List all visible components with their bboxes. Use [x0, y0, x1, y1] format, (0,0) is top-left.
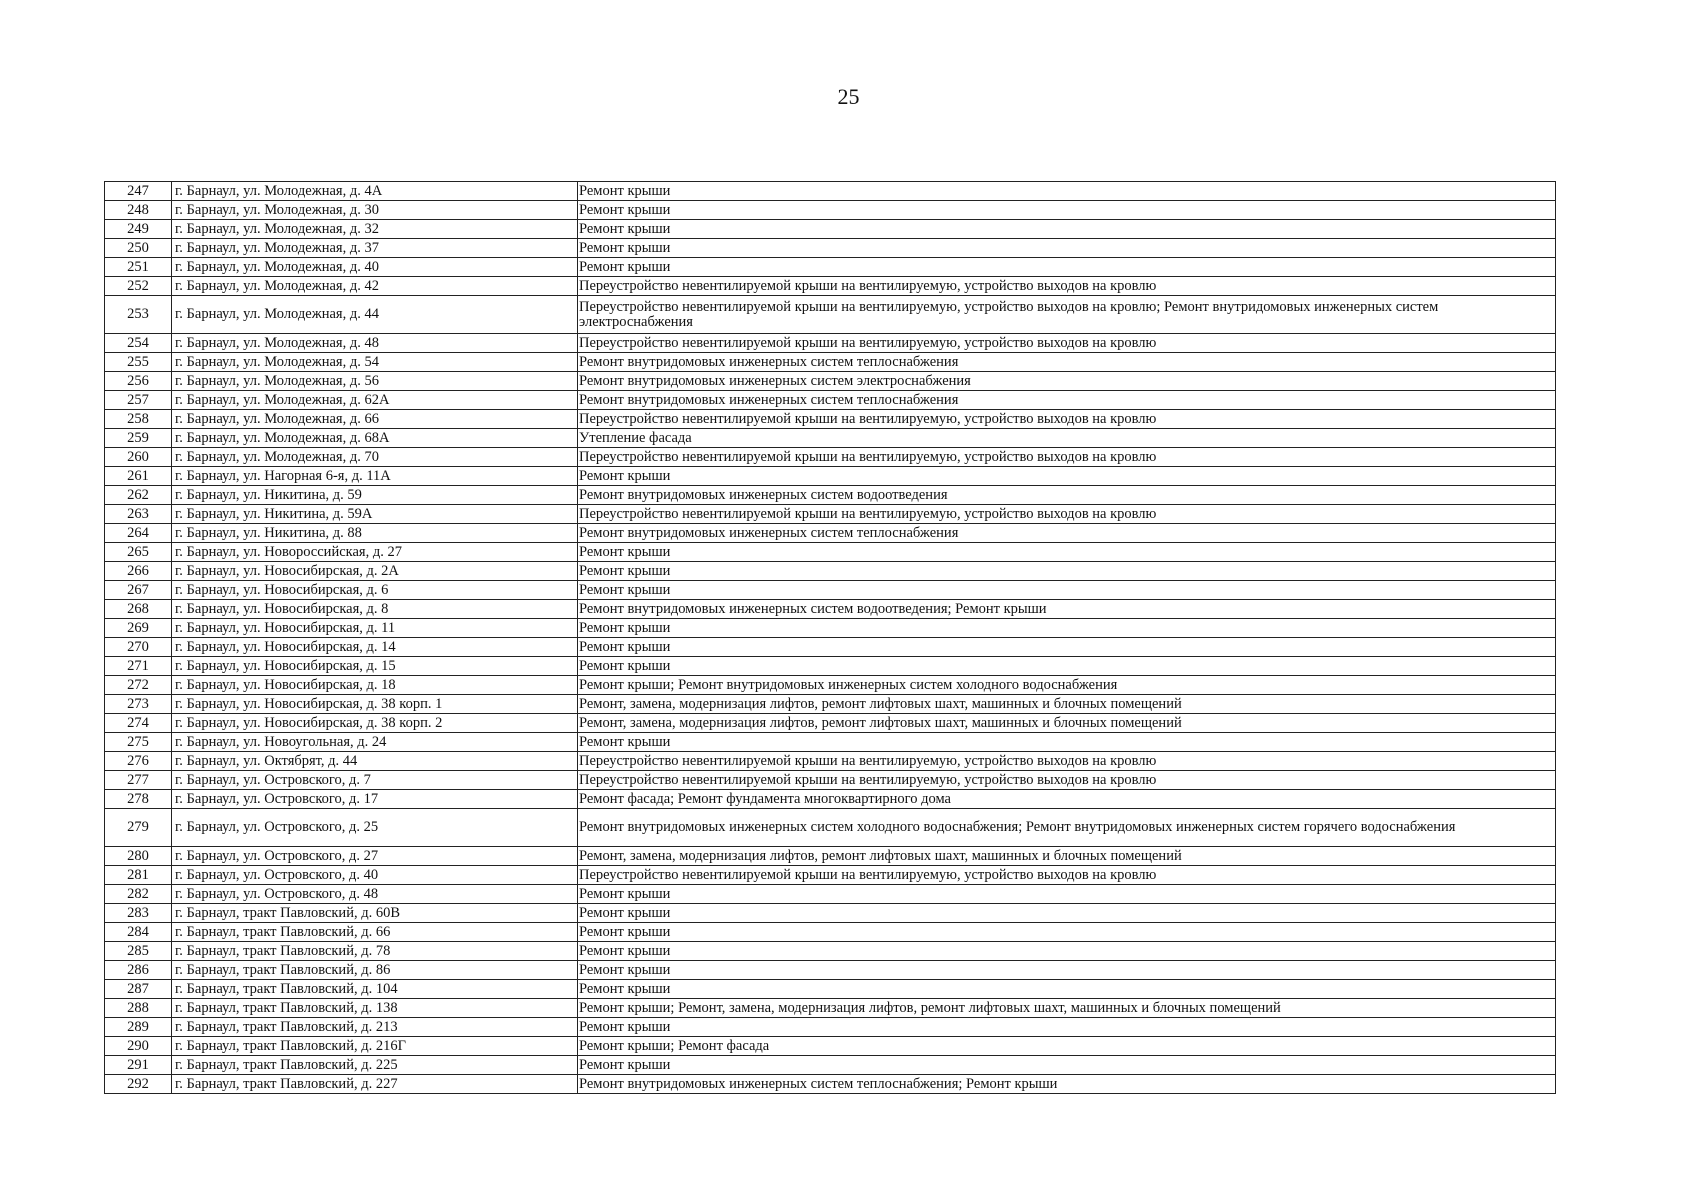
- work-type-cell: Ремонт внутридомовых инженерных систем теплоснабжения: [578, 524, 1556, 543]
- row-number: 265: [105, 543, 172, 562]
- table-row: [105, 600, 1556, 619]
- table-row: [105, 866, 1556, 885]
- table-row: [105, 1018, 1556, 1037]
- table-row: [105, 391, 1556, 410]
- address-cell: г. Барнаул, ул. Молодежная, д. 32: [172, 220, 578, 239]
- row-number: 281: [105, 866, 172, 885]
- work-type-cell: Ремонт внутридомовых инженерных систем теплоснабжения: [578, 353, 1556, 372]
- work-type-cell: Ремонт внутридомовых инженерных систем водоотведения: [578, 486, 1556, 505]
- table-row: [105, 904, 1556, 923]
- table-row: [105, 182, 1556, 201]
- table-row: [105, 429, 1556, 448]
- row-number: 264: [105, 524, 172, 543]
- work-type-cell: Ремонт крыши; Ремонт фасада: [578, 1037, 1556, 1056]
- repair-table-body: [105, 182, 1556, 1094]
- address-cell: г. Барнаул, ул. Новосибирская, д. 38 корп. 2: [172, 714, 578, 733]
- row-number: 292: [105, 1075, 172, 1094]
- row-number: 284: [105, 923, 172, 942]
- row-number: 277: [105, 771, 172, 790]
- work-type-cell: Переустройство невентилируемой крыши на вентилируемую, устройство выходов на кровлю: [578, 752, 1556, 771]
- row-number: 274: [105, 714, 172, 733]
- table-row: [105, 809, 1556, 847]
- table-row: [105, 1037, 1556, 1056]
- work-type-cell: Переустройство невентилируемой крыши на вентилируемую, устройство выходов на кровлю: [578, 505, 1556, 524]
- row-number: 287: [105, 980, 172, 999]
- row-number: 275: [105, 733, 172, 752]
- table-row: [105, 334, 1556, 353]
- table-row: [105, 581, 1556, 600]
- address-cell: г. Барнаул, ул. Молодежная, д. 42: [172, 277, 578, 296]
- table-row: [105, 942, 1556, 961]
- repair-table: [104, 181, 1556, 1094]
- address-cell: г. Барнаул, ул. Новосибирская, д. 15: [172, 657, 578, 676]
- work-type-cell: Ремонт крыши: [578, 220, 1556, 239]
- row-number: 269: [105, 619, 172, 638]
- address-cell: г. Барнаул, ул. Новосибирская, д. 11: [172, 619, 578, 638]
- address-cell: г. Барнаул, ул. Молодежная, д. 56: [172, 372, 578, 391]
- table-row: [105, 695, 1556, 714]
- row-number: 289: [105, 1018, 172, 1037]
- address-cell: г. Барнаул, тракт Павловский, д. 227: [172, 1075, 578, 1094]
- table-row: [105, 961, 1556, 980]
- table-row: [105, 239, 1556, 258]
- table-row: [105, 771, 1556, 790]
- work-type-cell: Ремонт крыши; Ремонт, замена, модернизация лифтов, ремонт лифтовых шахт, машинных и блочных помещений: [578, 999, 1556, 1018]
- address-cell: г. Барнаул, ул. Нагорная 6-я, д. 11А: [172, 467, 578, 486]
- row-number: 282: [105, 885, 172, 904]
- table-row: [105, 524, 1556, 543]
- table-row: [105, 1075, 1556, 1094]
- table-row: [105, 923, 1556, 942]
- table-row: [105, 543, 1556, 562]
- table-row: [105, 847, 1556, 866]
- work-type-cell: Ремонт крыши: [578, 562, 1556, 581]
- row-number: 270: [105, 638, 172, 657]
- work-type-cell: Переустройство невентилируемой крыши на вентилируемую, устройство выходов на кровлю: [578, 334, 1556, 353]
- address-cell: г. Барнаул, тракт Павловский, д. 66: [172, 923, 578, 942]
- address-cell: г. Барнаул, ул. Молодежная, д. 37: [172, 239, 578, 258]
- address-cell: г. Барнаул, ул. Новоугольная, д. 24: [172, 733, 578, 752]
- work-type-cell: Ремонт внутридомовых инженерных систем теплоснабжения; Ремонт крыши: [578, 1075, 1556, 1094]
- work-type-cell: Ремонт крыши: [578, 942, 1556, 961]
- address-cell: г. Барнаул, ул. Новосибирская, д. 18: [172, 676, 578, 695]
- address-cell: г. Барнаул, ул. Молодежная, д. 44: [172, 296, 578, 334]
- address-cell: г. Барнаул, ул. Новосибирская, д. 38 корп. 1: [172, 695, 578, 714]
- address-cell: г. Барнаул, ул. Островского, д. 48: [172, 885, 578, 904]
- work-type-cell: Ремонт крыши: [578, 904, 1556, 923]
- address-cell: г. Барнаул, ул. Новосибирская, д. 8: [172, 600, 578, 619]
- address-cell: г. Барнаул, тракт Павловский, д. 60В: [172, 904, 578, 923]
- address-cell: г. Барнаул, ул. Новосибирская, д. 14: [172, 638, 578, 657]
- row-number: 260: [105, 448, 172, 467]
- row-number: 267: [105, 581, 172, 600]
- table-row: [105, 1056, 1556, 1075]
- work-type-cell: Ремонт крыши: [578, 182, 1556, 201]
- table-row: [105, 676, 1556, 695]
- row-number: 254: [105, 334, 172, 353]
- address-cell: г. Барнаул, ул. Молодежная, д. 4А: [172, 182, 578, 201]
- row-number: 257: [105, 391, 172, 410]
- work-type-cell: Переустройство невентилируемой крыши на вентилируемую, устройство выходов на кровлю: [578, 866, 1556, 885]
- address-cell: г. Барнаул, ул. Никитина, д. 59: [172, 486, 578, 505]
- row-number: 256: [105, 372, 172, 391]
- table-row: [105, 885, 1556, 904]
- row-number: 288: [105, 999, 172, 1018]
- address-cell: г. Барнаул, ул. Никитина, д. 88: [172, 524, 578, 543]
- address-cell: г. Барнаул, ул. Молодежная, д. 30: [172, 201, 578, 220]
- address-cell: г. Барнаул, ул. Молодежная, д. 66: [172, 410, 578, 429]
- work-type-cell: Утепление фасада: [578, 429, 1556, 448]
- row-number: 271: [105, 657, 172, 676]
- work-type-cell: Переустройство невентилируемой крыши на вентилируемую, устройство выходов на кровлю: [578, 410, 1556, 429]
- work-type-cell: Ремонт крыши: [578, 961, 1556, 980]
- row-number: 268: [105, 600, 172, 619]
- row-number: 253: [105, 296, 172, 334]
- address-cell: г. Барнаул, ул. Молодежная, д. 40: [172, 258, 578, 277]
- address-cell: г. Барнаул, ул. Островского, д. 7: [172, 771, 578, 790]
- table-row: [105, 372, 1556, 391]
- table-row: [105, 353, 1556, 372]
- work-type-cell: Ремонт крыши: [578, 543, 1556, 562]
- table-row: [105, 505, 1556, 524]
- address-cell: г. Барнаул, тракт Павловский, д. 138: [172, 999, 578, 1018]
- work-type-cell: Ремонт, замена, модернизация лифтов, ремонт лифтовых шахт, машинных и блочных помещений: [578, 714, 1556, 733]
- address-cell: г. Барнаул, ул. Молодежная, д. 70: [172, 448, 578, 467]
- row-number: 252: [105, 277, 172, 296]
- row-number: 280: [105, 847, 172, 866]
- row-number: 266: [105, 562, 172, 581]
- table-row: [105, 467, 1556, 486]
- address-cell: г. Барнаул, ул. Молодежная, д. 68А: [172, 429, 578, 448]
- work-type-cell: Ремонт крыши: [578, 258, 1556, 277]
- work-type-cell: Ремонт внутридомовых инженерных систем теплоснабжения: [578, 391, 1556, 410]
- row-number: 272: [105, 676, 172, 695]
- table-row: [105, 619, 1556, 638]
- work-type-cell: Ремонт внутридомовых инженерных систем холодного водоснабжения; Ремонт внутридомовых инженерных систем горячего водоснабжения: [578, 809, 1556, 847]
- work-type-cell: Ремонт крыши; Ремонт внутридомовых инженерных систем холодного водоснабжения: [578, 676, 1556, 695]
- row-number: 286: [105, 961, 172, 980]
- row-number: 291: [105, 1056, 172, 1075]
- row-number: 251: [105, 258, 172, 277]
- work-type-cell: Ремонт внутридомовых инженерных систем электроснабжения: [578, 372, 1556, 391]
- work-type-cell: Ремонт, замена, модернизация лифтов, ремонт лифтовых шахт, машинных и блочных помещений: [578, 695, 1556, 714]
- row-number: 263: [105, 505, 172, 524]
- work-type-cell: Переустройство невентилируемой крыши на вентилируемую, устройство выходов на кровлю: [578, 277, 1556, 296]
- row-number: 285: [105, 942, 172, 961]
- address-cell: г. Барнаул, ул. Островского, д. 25: [172, 809, 578, 847]
- work-type-cell: Переустройство невентилируемой крыши на вентилируемую, устройство выходов на кровлю: [578, 771, 1556, 790]
- address-cell: г. Барнаул, ул. Новосибирская, д. 2А: [172, 562, 578, 581]
- address-cell: г. Барнаул, ул. Молодежная, д. 48: [172, 334, 578, 353]
- row-number: 249: [105, 220, 172, 239]
- address-cell: г. Барнаул, ул. Островского, д. 17: [172, 790, 578, 809]
- row-number: 290: [105, 1037, 172, 1056]
- table-row: [105, 752, 1556, 771]
- work-type-cell: Ремонт крыши: [578, 1056, 1556, 1075]
- table-row: [105, 999, 1556, 1018]
- address-cell: г. Барнаул, тракт Павловский, д. 104: [172, 980, 578, 999]
- row-number: 278: [105, 790, 172, 809]
- address-cell: г. Барнаул, ул. Новосибирская, д. 6: [172, 581, 578, 600]
- work-type-cell: Ремонт крыши: [578, 980, 1556, 999]
- row-number: 250: [105, 239, 172, 258]
- work-type-cell: Ремонт крыши: [578, 619, 1556, 638]
- address-cell: г. Барнаул, тракт Павловский, д. 86: [172, 961, 578, 980]
- work-type-cell: Переустройство невентилируемой крыши на вентилируемую, устройство выходов на кровлю; Ремонт внутридомовых инженерных систем электроснабжения: [578, 296, 1556, 334]
- row-number: 283: [105, 904, 172, 923]
- address-cell: г. Барнаул, ул. Никитина, д. 59А: [172, 505, 578, 524]
- row-number: 255: [105, 353, 172, 372]
- table-row: [105, 638, 1556, 657]
- work-type-cell: Ремонт крыши: [578, 733, 1556, 752]
- work-type-cell: Ремонт крыши: [578, 885, 1556, 904]
- table-row: [105, 733, 1556, 752]
- work-type-cell: Ремонт крыши: [578, 923, 1556, 942]
- work-type-cell: Ремонт крыши: [578, 1018, 1556, 1037]
- page-number: 25: [837, 84, 860, 109]
- table-row: [105, 410, 1556, 429]
- work-type-cell: Ремонт, замена, модернизация лифтов, ремонт лифтовых шахт, машинных и блочных помещений: [578, 847, 1556, 866]
- work-type-cell: Переустройство невентилируемой крыши на вентилируемую, устройство выходов на кровлю: [578, 448, 1556, 467]
- row-number: 276: [105, 752, 172, 771]
- table-row: [105, 296, 1556, 334]
- row-number: 273: [105, 695, 172, 714]
- row-number: 279: [105, 809, 172, 847]
- table-row: [105, 220, 1556, 239]
- table-row: [105, 562, 1556, 581]
- work-type-cell: Ремонт крыши: [578, 657, 1556, 676]
- work-type-cell: Ремонт внутридомовых инженерных систем водоотведения; Ремонт крыши: [578, 600, 1556, 619]
- table-row: [105, 980, 1556, 999]
- address-cell: г. Барнаул, тракт Павловский, д. 213: [172, 1018, 578, 1037]
- work-type-cell: Ремонт крыши: [578, 201, 1556, 220]
- table-row: [105, 714, 1556, 733]
- address-cell: г. Барнаул, тракт Павловский, д. 216Г: [172, 1037, 578, 1056]
- work-type-cell: Ремонт крыши: [578, 239, 1556, 258]
- row-number: 247: [105, 182, 172, 201]
- address-cell: г. Барнаул, ул. Новороссийская, д. 27: [172, 543, 578, 562]
- row-number: 262: [105, 486, 172, 505]
- row-number: 261: [105, 467, 172, 486]
- work-type-cell: Ремонт фасада; Ремонт фундамента многоквартирного дома: [578, 790, 1556, 809]
- address-cell: г. Барнаул, ул. Октябрят, д. 44: [172, 752, 578, 771]
- table-row: [105, 201, 1556, 220]
- table-row: [105, 258, 1556, 277]
- address-cell: г. Барнаул, ул. Молодежная, д. 54: [172, 353, 578, 372]
- address-cell: г. Барнаул, тракт Павловский, д. 78: [172, 942, 578, 961]
- address-cell: г. Барнаул, ул. Островского, д. 27: [172, 847, 578, 866]
- address-cell: г. Барнаул, ул. Молодежная, д. 62А: [172, 391, 578, 410]
- address-cell: г. Барнаул, ул. Островского, д. 40: [172, 866, 578, 885]
- work-type-cell: Ремонт крыши: [578, 638, 1556, 657]
- table-row: [105, 277, 1556, 296]
- table-row: [105, 657, 1556, 676]
- row-number: 259: [105, 429, 172, 448]
- work-type-cell: Ремонт крыши: [578, 581, 1556, 600]
- work-type-cell: Ремонт крыши: [578, 467, 1556, 486]
- table-row: [105, 790, 1556, 809]
- table-row: [105, 486, 1556, 505]
- row-number: 248: [105, 201, 172, 220]
- table-row: [105, 448, 1556, 467]
- address-cell: г. Барнаул, тракт Павловский, д. 225: [172, 1056, 578, 1075]
- row-number: 258: [105, 410, 172, 429]
